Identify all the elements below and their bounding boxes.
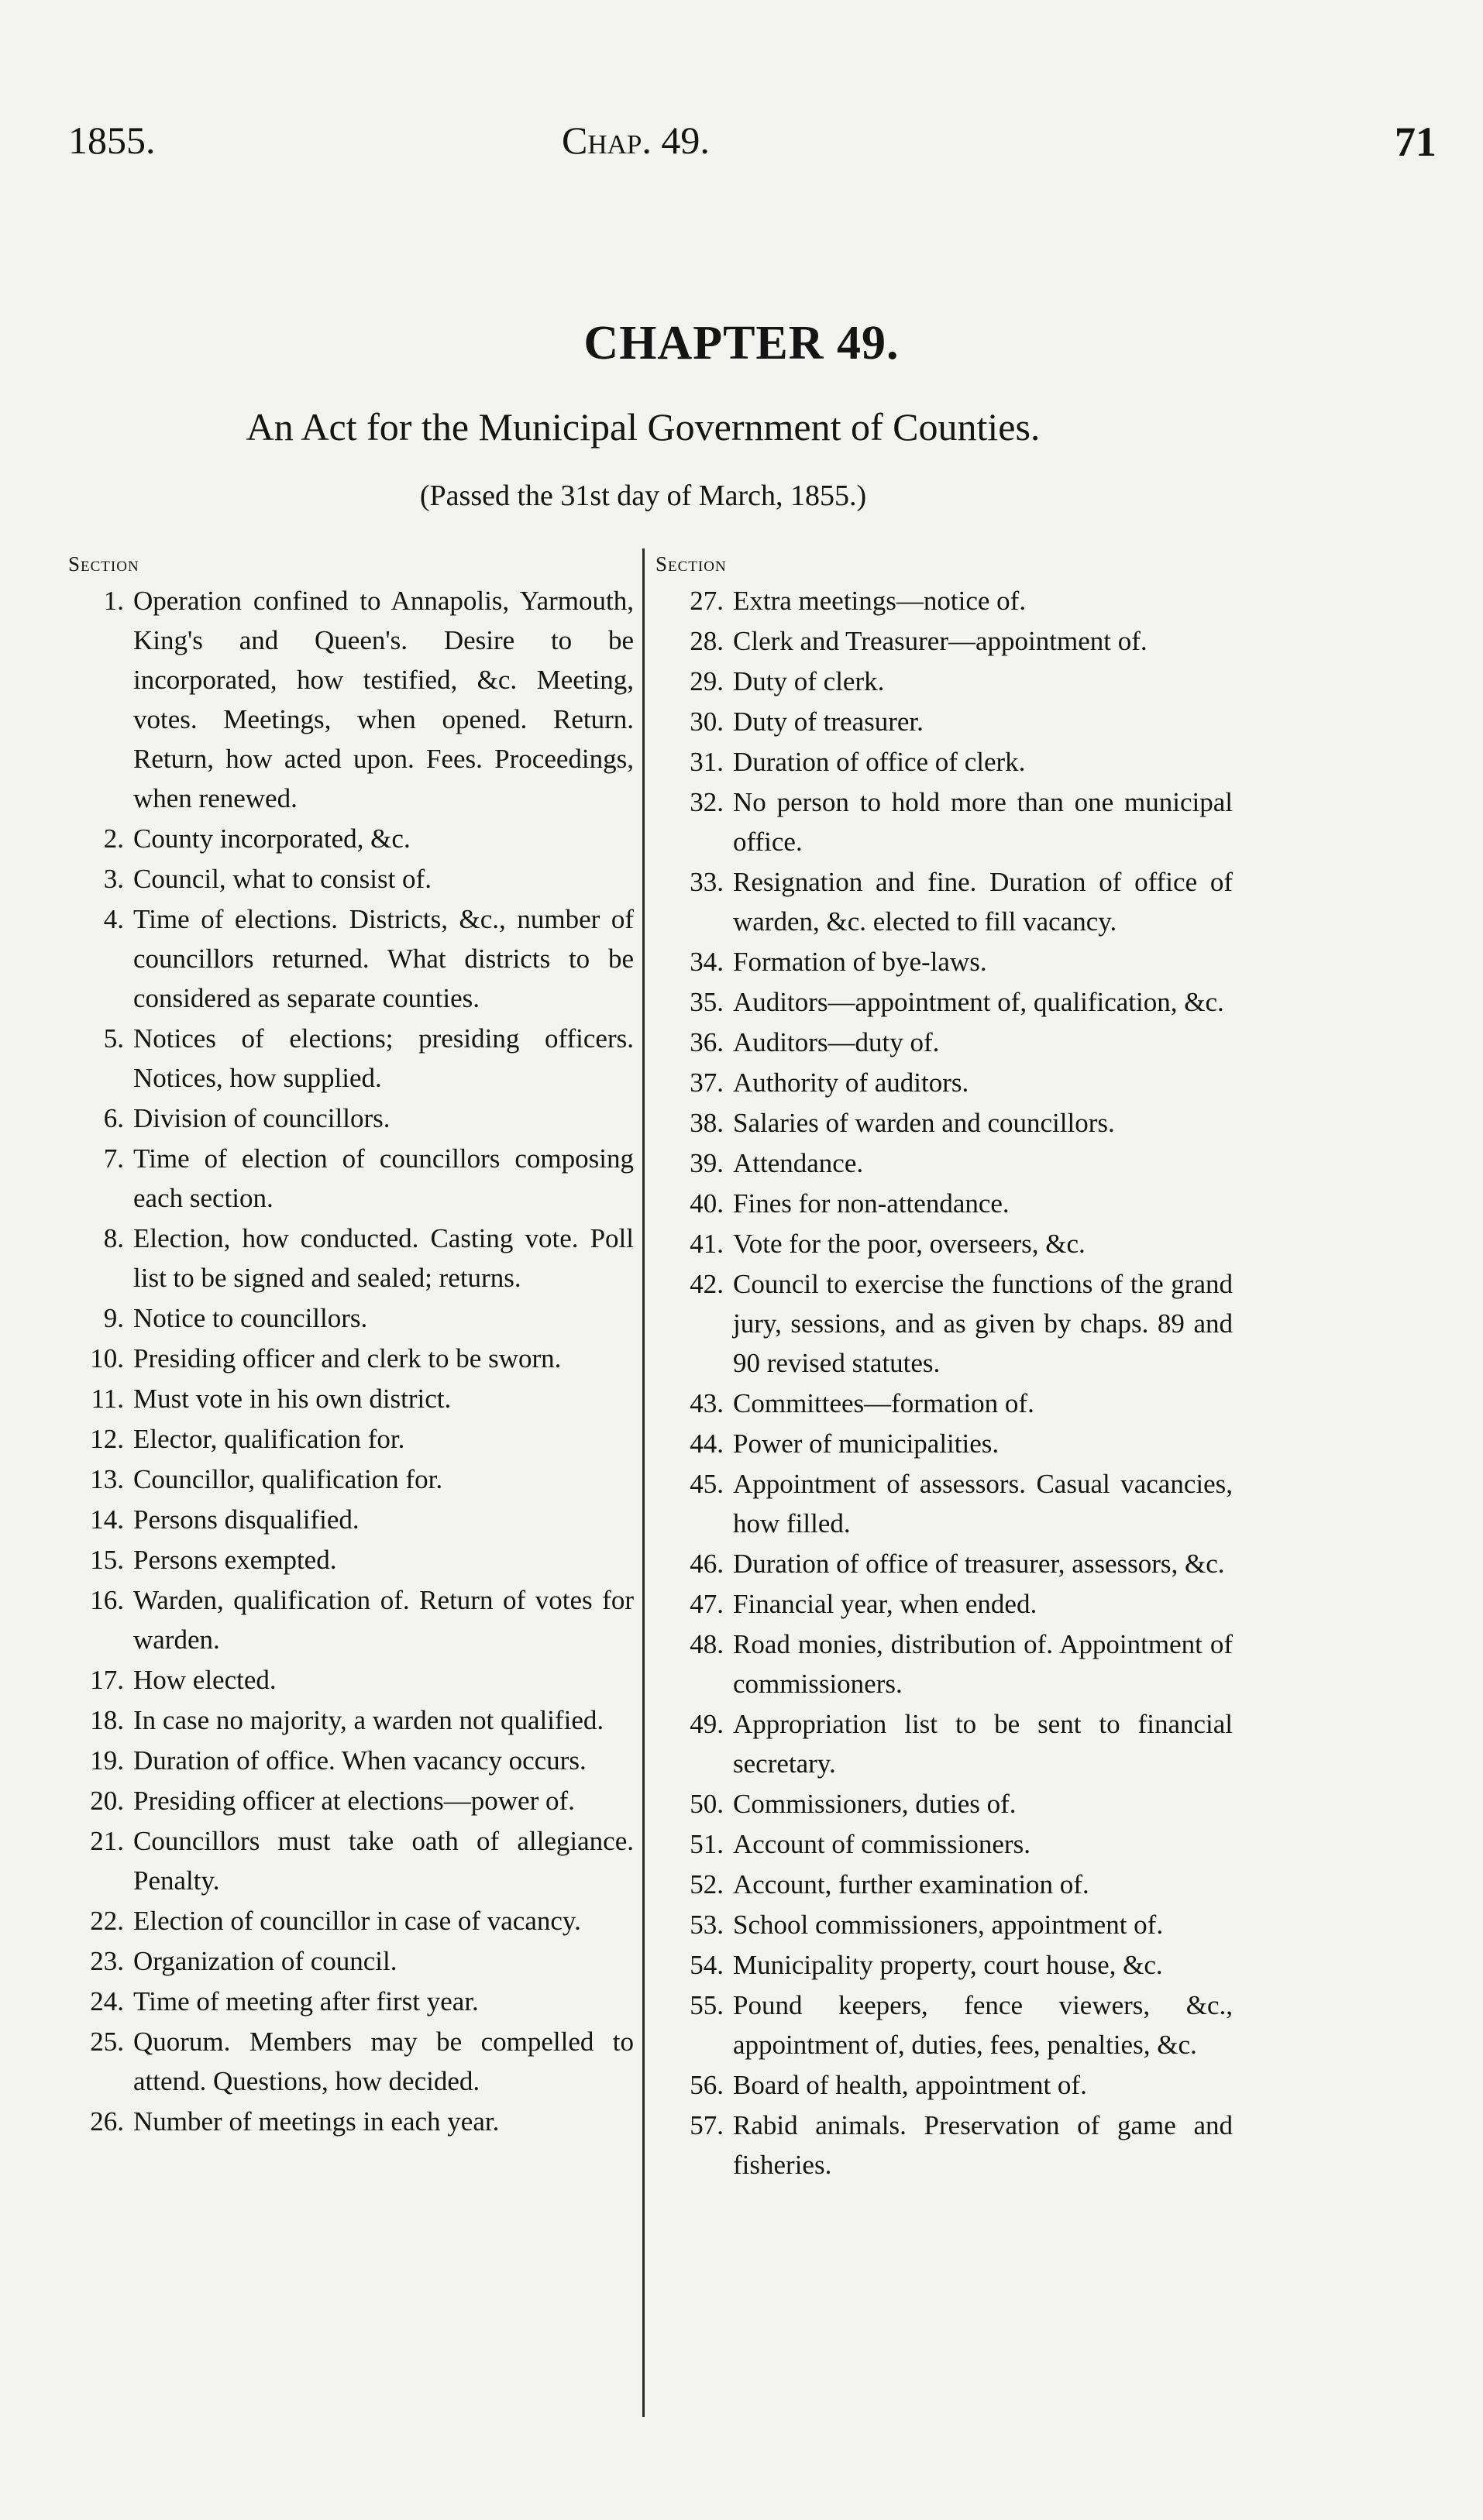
section-number: 24.: [90, 1986, 124, 2016]
chapter-title: CHAPTER 49.: [583, 317, 900, 370]
section-entry: [655, 1624, 1233, 1703]
section-entry: [655, 1023, 1233, 1062]
section-number: 43.: [690, 1388, 724, 1418]
section-entry: [655, 1945, 1233, 1985]
section-number: 19.: [90, 1745, 124, 1776]
section-number: 17.: [90, 1665, 124, 1695]
section-text: Appointment of assessors. Casual vacancies, how filled.: [733, 1469, 1233, 1538]
section-text: Duration of office of clerk.: [733, 747, 1026, 777]
section-text: Road monies, distribution of. Appointment of commissioners.: [733, 1629, 1233, 1699]
section-text: Attendance.: [733, 1148, 864, 1178]
section-number: 35.: [690, 987, 724, 1017]
section-number: 27.: [690, 586, 724, 616]
section-number: 8.: [103, 1223, 124, 1253]
section-text: Auditors—duty of.: [733, 1027, 940, 1057]
section-text: Power of municipalities.: [733, 1428, 1000, 1459]
section-number: 57.: [690, 2110, 724, 2140]
section-number: 11.: [91, 1384, 124, 1414]
section-text: Rabid animals. Preservation of game and fisheries.: [733, 2110, 1233, 2180]
section-text: Quorum. Members may be compelled to attend. Questions, how decided.: [133, 2027, 634, 2096]
section-number: 9.: [103, 1303, 124, 1333]
section-entry: [68, 1500, 634, 1539]
section-text: Committees—formation of.: [733, 1388, 1034, 1418]
section-entry: [655, 1224, 1233, 1263]
section-entry: [655, 1544, 1233, 1583]
section-text: Duration of office of treasurer, assessors, &c.: [733, 1549, 1225, 1579]
column-divider: [642, 548, 645, 2417]
section-entry: [68, 1901, 634, 1941]
section-number: 51.: [690, 1829, 724, 1859]
section-number: 54.: [690, 1950, 724, 1980]
section-entry: [68, 1139, 634, 1218]
section-text: Commissioners, duties of.: [733, 1789, 1017, 1819]
section-number: 56.: [690, 2070, 724, 2100]
section-number: 55.: [690, 1990, 724, 2020]
section-text: Council, what to consist of.: [133, 864, 432, 894]
section-number: 31.: [690, 747, 724, 777]
section-number: 5.: [103, 1023, 124, 1054]
section-entry: [655, 742, 1233, 782]
section-text: Formation of bye-laws.: [733, 947, 987, 977]
section-text: Board of health, appointment of.: [733, 2070, 1087, 2100]
section-text: Warden, qualification of. Return of votes for warden.: [133, 1585, 634, 1655]
section-number: 12.: [90, 1424, 124, 1454]
section-number: 47.: [690, 1589, 724, 1619]
section-text: Councillor, qualification for.: [133, 1464, 443, 1494]
section-entry: [655, 942, 1233, 982]
section-entry: [68, 2102, 634, 2141]
section-entry: [68, 1781, 634, 1820]
header-year: 1855.: [68, 119, 156, 162]
section-text: Election of councillor in case of vacancy.: [133, 1906, 581, 1936]
section-text: Fines for non-attendance.: [733, 1188, 1010, 1219]
section-text: Number of meetings in each year.: [133, 2106, 500, 2137]
section-entry: [655, 621, 1233, 661]
section-number: 42.: [690, 1269, 724, 1299]
section-number: 2.: [103, 823, 124, 854]
section-text: Resignation and fine. Duration of office of warden, &c. elected to fill vacancy.: [733, 867, 1233, 937]
section-number: 20.: [90, 1786, 124, 1816]
section-entry: [655, 1384, 1233, 1423]
section-text: How elected.: [133, 1665, 277, 1695]
section-number: 26.: [90, 2106, 124, 2137]
section-number: 18.: [90, 1705, 124, 1735]
section-entry: [655, 1464, 1233, 1543]
section-number: 7.: [103, 1143, 124, 1174]
section-text: Persons exempted.: [133, 1545, 337, 1575]
section-entry: [68, 1098, 634, 1138]
section-text: Notice to councillors.: [133, 1303, 368, 1333]
section-text: Clerk and Treasurer—appointment of.: [733, 626, 1148, 656]
section-entry: [68, 899, 634, 1018]
section-text: Duty of treasurer.: [733, 706, 924, 737]
section-text: Operation confined to Annapolis, Yarmouth, King's and Queen's. Desire to be incorporated, how testified, &c. Meeting, votes. Meetings, when opened. Return. Return, how acted upon. Fees. Proceedings, when renewed.: [133, 586, 634, 813]
section-text: Organization of council.: [133, 1946, 397, 1976]
section-text: Vote for the poor, overseers, &c.: [733, 1229, 1086, 1259]
section-text: Presiding officer and clerk to be sworn.: [133, 1343, 562, 1373]
section-number: 34.: [690, 947, 724, 977]
section-entry: [68, 859, 634, 899]
section-entry: [655, 1264, 1233, 1383]
section-text: Duration of office. When vacancy occurs.: [133, 1745, 587, 1776]
section-number: 10.: [90, 1343, 124, 1373]
section-text: Financial year, when ended.: [733, 1589, 1037, 1619]
section-entry: [655, 862, 1233, 941]
section-number: 1.: [103, 586, 124, 616]
section-entry: [655, 1103, 1233, 1143]
section-number: 32.: [690, 787, 724, 817]
section-number: 50.: [690, 1789, 724, 1819]
act-title: An Act for the Municipal Government of Counties.: [246, 405, 1041, 449]
section-entry: [655, 662, 1233, 701]
section-text: Municipality property, court house, &c.: [733, 1950, 1163, 1980]
section-entry: [68, 1982, 634, 2021]
section-text: Authority of auditors.: [733, 1067, 969, 1098]
section-text: Notices of elections; presiding officers. Notices, how supplied.: [133, 1023, 634, 1093]
section-number: 46.: [690, 1549, 724, 1579]
section-entry: [68, 2022, 634, 2101]
section-entry: [655, 1784, 1233, 1824]
section-number: 36.: [690, 1027, 724, 1057]
section-entry: [68, 1540, 634, 1580]
section-text: Time of meeting after first year.: [133, 1986, 479, 2016]
section-entry: [655, 1824, 1233, 1864]
section-text: Account of commissioners.: [733, 1829, 1031, 1859]
section-entry: [68, 1339, 634, 1378]
section-entry: [68, 1700, 634, 1740]
section-text: Salaries of warden and councillors.: [733, 1108, 1115, 1138]
section-text: Division of councillors.: [133, 1103, 391, 1133]
section-text: Council to exercise the functions of the grand jury, sessions, and as given by chaps. 89 and 90 revised statutes.: [733, 1269, 1233, 1378]
section-label: Section: [68, 552, 139, 576]
section-text: Presiding officer at elections—power of.: [133, 1786, 575, 1816]
section-entry: [68, 1580, 634, 1659]
section-entry: [68, 1941, 634, 1981]
section-entry: [655, 1584, 1233, 1624]
section-entry: [655, 1184, 1233, 1223]
section-number: 52.: [690, 1869, 724, 1899]
section-entry: [68, 1459, 634, 1499]
section-entry: [68, 1741, 634, 1780]
section-entry: [68, 1419, 634, 1459]
section-text: Auditors—appointment of, qualification, &c.: [733, 987, 1224, 1017]
section-number: 21.: [90, 1826, 124, 1856]
section-number: 4.: [103, 904, 124, 934]
section-number: 39.: [690, 1148, 724, 1178]
section-text: Time of elections. Districts, &c., number of councillors returned. What districts to be considered as separate counties.: [133, 904, 634, 1013]
section-entry: [68, 819, 634, 858]
section-number: 28.: [690, 626, 724, 656]
section-entry: [68, 1019, 634, 1098]
section-entry: [655, 1985, 1233, 2064]
section-entry: [68, 581, 634, 818]
section-text: Duty of clerk.: [733, 666, 885, 696]
section-number: 41.: [690, 1229, 724, 1259]
section-text: County incorporated, &c.: [133, 823, 411, 854]
section-entry: [655, 1865, 1233, 1904]
section-text: In case no majority, a warden not qualified.: [133, 1705, 604, 1735]
section-number: 38.: [690, 1108, 724, 1138]
section-column-right: [655, 547, 1233, 2185]
section-entry: [655, 1704, 1233, 1783]
section-entry: [655, 1905, 1233, 1944]
section-number: 48.: [690, 1629, 724, 1659]
section-number: 22.: [90, 1906, 124, 1936]
section-entry: [68, 1379, 634, 1418]
passed-date: (Passed the 31st day of March, 1855.): [419, 480, 867, 512]
section-text: Persons disqualified.: [133, 1504, 360, 1535]
section-text: Extra meetings—notice of.: [733, 586, 1027, 616]
section-entry: [68, 1219, 634, 1298]
section-text: No person to hold more than one municipal office.: [733, 787, 1233, 857]
section-entry: [68, 1821, 634, 1900]
section-number: 13.: [90, 1464, 124, 1494]
section-column-left: [68, 547, 634, 2142]
section-number: 6.: [103, 1103, 124, 1133]
section-number: 14.: [90, 1504, 124, 1535]
section-number: 23.: [90, 1946, 124, 1976]
section-text: Appropriation list to be sent to financial secretary.: [733, 1709, 1233, 1779]
section-text: School commissioners, appointment of.: [733, 1910, 1164, 1940]
section-text: Account, further examination of.: [733, 1869, 1089, 1899]
section-text: Must vote in his own district.: [133, 1384, 452, 1414]
section-entry: [655, 581, 1233, 621]
section-number: 30.: [690, 706, 724, 737]
running-header: [0, 118, 1483, 180]
section-label: Section: [655, 552, 727, 576]
section-number: 53.: [690, 1910, 724, 1940]
section-text: Election, how conducted. Casting vote. Poll list to be signed and sealed; returns.: [133, 1223, 634, 1293]
section-text: Councillors must take oath of allegiance. Penalty.: [133, 1826, 634, 1896]
section-entry: [655, 2106, 1233, 2185]
section-number: 44.: [690, 1428, 724, 1459]
section-number: 45.: [690, 1469, 724, 1499]
section-entry: [655, 782, 1233, 861]
section-number: 25.: [90, 2027, 124, 2057]
page-number: 71: [1395, 119, 1437, 165]
section-text: Pound keepers, fence viewers, &c., appointment of, duties, fees, penalties, &c.: [733, 1990, 1233, 2060]
section-number: 3.: [103, 864, 124, 894]
section-number: 29.: [690, 666, 724, 696]
section-number: 49.: [690, 1709, 724, 1739]
header-chapter: Chap. 49.: [562, 119, 710, 162]
section-text: Elector, qualification for.: [133, 1424, 405, 1454]
section-number: 16.: [90, 1585, 124, 1615]
section-entry: [655, 1063, 1233, 1102]
section-number: 33.: [690, 867, 724, 897]
section-number: 15.: [90, 1545, 124, 1575]
section-number: 37.: [690, 1067, 724, 1098]
section-entry: [655, 2065, 1233, 2105]
section-entry: [655, 1424, 1233, 1463]
section-number: 40.: [690, 1188, 724, 1219]
section-entry: [68, 1660, 634, 1700]
section-entry: [655, 982, 1233, 1022]
section-text: Time of election of councillors composing each section.: [133, 1143, 634, 1213]
section-entry: [68, 1298, 634, 1338]
section-entry: [655, 1143, 1233, 1183]
section-entry: [655, 702, 1233, 741]
